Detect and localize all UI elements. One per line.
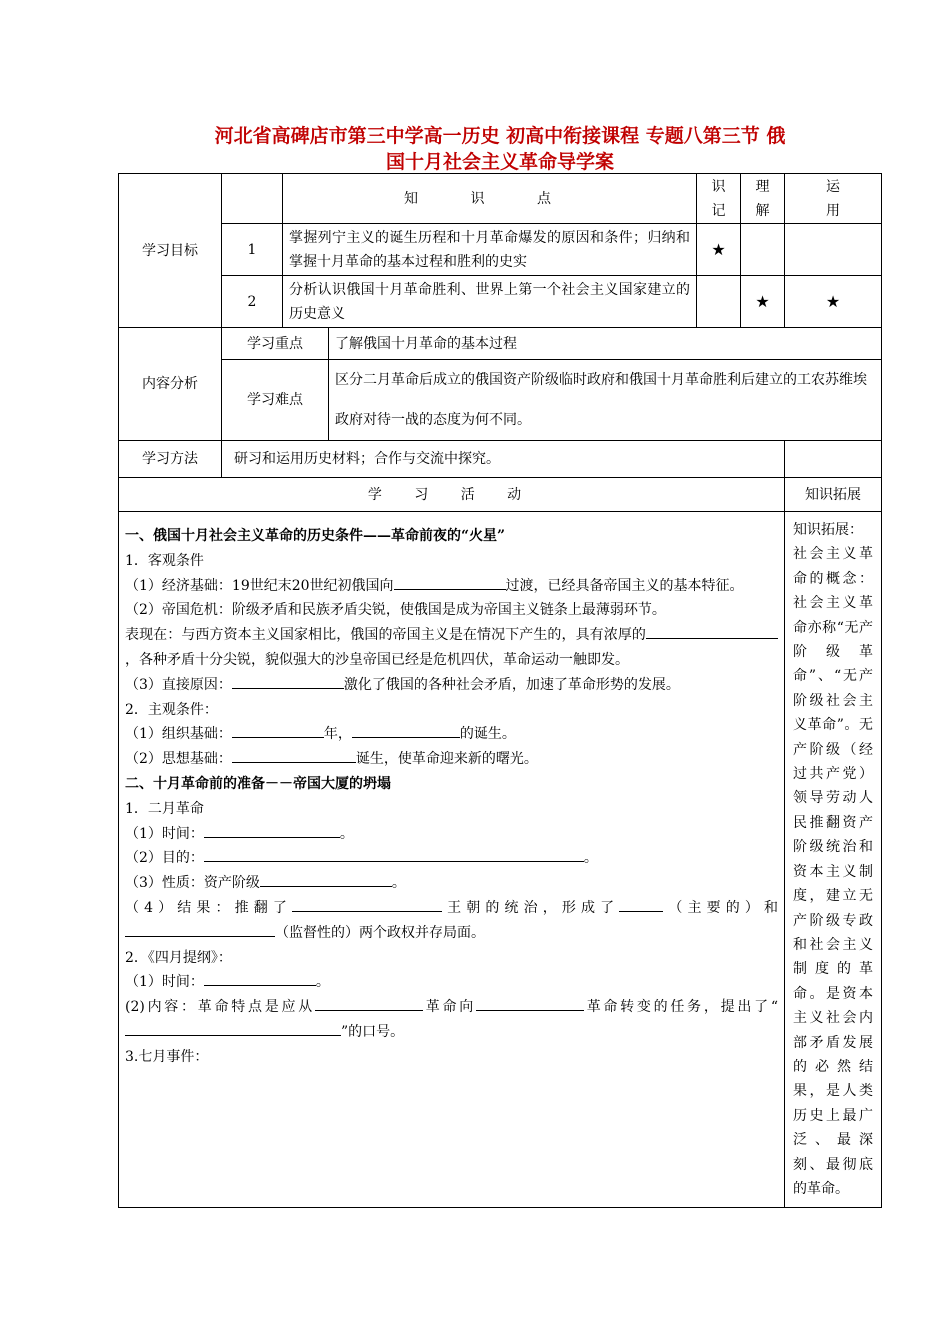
ideological-basis: [125, 747, 778, 772]
section-1-sub-2: 2．主观条件：: [125, 701, 218, 718]
blank-2[interactable]: [646, 623, 778, 639]
economic-basis-b: 过渡，已经具备帝国主义的基本特征。: [505, 577, 744, 594]
activity-header-text: 学 习 活 动: [367, 486, 536, 503]
blank-9[interactable]: [260, 871, 392, 887]
feb-time-b: 。: [339, 825, 354, 842]
objective-2-num: 2: [222, 276, 283, 328]
objective-1-memorize-star: ★: [697, 224, 741, 276]
blank-7[interactable]: [204, 822, 340, 838]
difficulty-label: 学习难点: [222, 360, 329, 441]
blank-15[interactable]: [476, 995, 584, 1011]
section-1-heading: 一、俄国十月社会主义革命的历史条件——革命前夜的“火星”: [125, 528, 506, 544]
april-content-a: (2)内容：革命特点是应从: [125, 999, 315, 1016]
july-events: 3.七月事件：: [125, 1048, 209, 1065]
april-time-b: 。: [315, 974, 330, 991]
apply-header: 运用: [785, 174, 882, 224]
focus-text: 了解俄国十月革命的基本过程: [329, 328, 882, 360]
ideological-basis-a: （2）思想基础：: [125, 751, 232, 768]
blank-12[interactable]: [125, 921, 275, 937]
direct-cause-b: 激化了俄国的各种社会矛盾，加速了革命形势的发展。: [343, 676, 680, 693]
objective-2-text: 分析认识俄国十月革命胜利、世界上第一个社会主义国家建立的历史意义: [283, 276, 697, 328]
blank-10[interactable]: [292, 896, 442, 912]
objective-2-apply-star: ★: [785, 276, 882, 328]
feb-result-d: （监督性的）两个政权并存局面。: [275, 924, 485, 941]
objective-1-apply: [785, 224, 882, 276]
economic-basis: [125, 574, 778, 599]
study-guide-table: [118, 173, 882, 1208]
extension-panel: [785, 512, 882, 1208]
objective-2-memorize: [697, 276, 741, 328]
economic-basis-a: （1）经济基础：19世纪末20世纪初俄国向: [125, 577, 394, 594]
organizational-basis: [125, 722, 778, 747]
april-theses: 2．《四月提纲》：: [125, 949, 232, 966]
feb-purpose: [125, 846, 778, 871]
method-text: 研习和运用历史材料；合作与交流中探究。: [222, 441, 785, 478]
feb-purpose-a: （2）目的：: [125, 850, 204, 867]
blank-6[interactable]: [232, 747, 356, 763]
objectives-label: 学习目标: [119, 174, 222, 328]
direct-cause: [125, 673, 778, 698]
april-content-c: 革命转变的任务，提出了“: [583, 999, 778, 1016]
extension-header: 知识拓展: [785, 478, 882, 512]
blank-3[interactable]: [232, 673, 344, 689]
memorize-header: 识记: [697, 174, 741, 224]
knowledge-header: 知 识 点: [283, 174, 697, 224]
activity-header: [119, 478, 785, 512]
section-2-heading: 二、十月革命前的准备－－帝国大厦的坍塌: [125, 775, 391, 792]
extension-title: 知识拓展：: [793, 522, 863, 538]
analysis-label: 内容分析: [119, 328, 222, 441]
organizational-basis-c: 的诞生。: [459, 726, 516, 743]
method-extra: [785, 441, 882, 478]
title-line-1: 河北省高碑店市第三中学高一历史 初高中衔接课程 专题八第三节 俄: [214, 125, 786, 147]
manifestation: [125, 623, 778, 673]
focus-label: 学习重点: [222, 328, 329, 360]
feb-time-a: （1）时间：: [125, 825, 204, 842]
blank-11[interactable]: [619, 896, 663, 912]
blank-1[interactable]: [394, 574, 506, 590]
manifestation-b: ，各种矛盾十分尖锐，貌似强大的沙皇帝国已经是危机四伏，革命运动一触即发。: [125, 651, 629, 668]
feb-purpose-b: 。: [583, 850, 598, 867]
feb-result-a: （4）结果：推翻了: [125, 899, 293, 916]
ideological-basis-b: 诞生，使革命迎来新的曙光。: [355, 751, 538, 768]
april-time-a: （1）时间：: [125, 974, 204, 991]
title-line-2: 国十月社会主义革命导学案: [385, 151, 614, 173]
objective-1-num: 1: [222, 224, 283, 276]
feb-time: [125, 822, 778, 847]
direct-cause-a: （3）直接原因：: [125, 676, 232, 693]
april-content: [125, 995, 778, 1045]
blank-8[interactable]: [204, 846, 584, 862]
april-content-b: 革命向: [422, 999, 476, 1016]
feb-result-b: 王朝的统治，形成了: [442, 899, 620, 916]
february-revolution: 1．二月革命: [125, 800, 204, 817]
feb-nature-b: 。: [391, 875, 406, 892]
blank-14[interactable]: [315, 995, 423, 1011]
blank-16[interactable]: [125, 1020, 341, 1036]
objective-1-understand: [741, 224, 785, 276]
blank-13[interactable]: [204, 970, 316, 986]
april-content-d: ”的口号。: [341, 1023, 405, 1040]
feb-result: [125, 896, 778, 946]
organizational-basis-a: （1）组织基础：: [125, 726, 232, 743]
april-time: [125, 970, 778, 995]
objective-1-text: 掌握列宁主义的诞生历程和十月革命爆发的原因和条件；归纳和掌握十月革命的基本过程和胜利的史实: [283, 224, 697, 276]
feb-nature: [125, 871, 778, 896]
understand-header: 理解: [741, 174, 785, 224]
feb-result-c: （主要的）和: [663, 899, 778, 916]
blank-4[interactable]: [232, 722, 324, 738]
activity-content: [119, 512, 785, 1208]
manifestation-a: 表现在：与西方资本主义国家相比，俄国的帝国主义是在情况下产生的，具有浓厚的: [125, 627, 646, 644]
section-1-sub-1: 1．客观条件: [125, 552, 204, 569]
difficulty-text: 区分二月革命后成立的俄国资产阶级临时政府和俄国十月革命胜利后建立的工农苏维埃政府对待一战的态度为何不同。: [329, 360, 882, 441]
empire-crisis: （2）帝国危机：阶级矛盾和民族矛盾尖锐，使俄国是成为帝国主义链条上最薄弱环节。: [125, 602, 666, 619]
feb-nature-a: （3）性质：资产阶级: [125, 875, 260, 892]
blank-5[interactable]: [352, 722, 460, 738]
objectives-num-header: [222, 174, 283, 224]
extension-text: 社会主义革命的概念：社会主义革命亦称“无产阶级革命”、“无产阶级社会主义革命”。无产阶级（经过共产党）领导劳动人民推翻资产阶级统治和资本主义制度，建立无产阶级专政和社会主义制度的革命。是资本主义社会内部矛盾发展的必然结果，是人类历史上最广泛、最深刻、最彻底的革命。: [793, 546, 873, 1197]
objective-2-understand-star: ★: [741, 276, 785, 328]
organizational-basis-b: 年，: [323, 726, 352, 743]
method-label: 学习方法: [119, 441, 222, 478]
document-title: [120, 123, 880, 175]
